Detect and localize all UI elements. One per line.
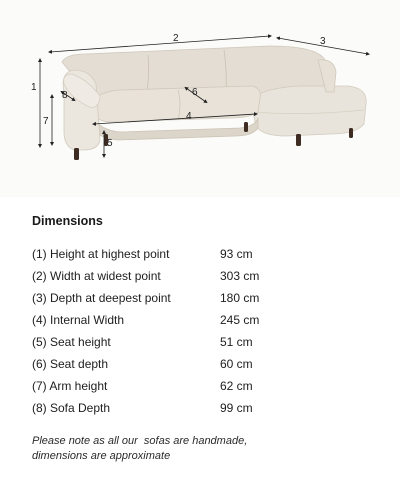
dimension-value: 245 cm: [220, 313, 260, 327]
callout-6: 6: [192, 87, 198, 98]
dimension-label: (3) Depth at deepest point: [32, 291, 171, 305]
callout-1: 1: [31, 82, 37, 93]
dimensions-list: [32, 243, 292, 419]
callout-2: 2: [173, 33, 179, 44]
dimension-row: [32, 287, 292, 309]
disclaimer-line-2: dimensions are approximate: [32, 450, 171, 462]
dimension-label: (4) Internal Width: [32, 313, 125, 327]
dimension-value: 99 cm: [220, 401, 253, 415]
disclaimer-line-1: Please note as all our sofas are handmade,: [32, 435, 248, 447]
dimension-label: (2) Width at widest point: [32, 269, 161, 283]
handmade-disclaimer: [32, 434, 362, 464]
callout-5: 5: [107, 138, 113, 149]
dimensions-heading: Dimensions: [32, 214, 103, 228]
sofa-dimension-diagram: [0, 0, 400, 197]
dimension-value: 60 cm: [220, 357, 253, 371]
callout-8: 8: [62, 90, 68, 101]
dimension-label: (5) Seat height: [32, 335, 111, 349]
dimension-row: [32, 397, 292, 419]
callout-3: 3: [320, 36, 326, 47]
dimension-row: [32, 353, 292, 375]
dimension-row: [32, 265, 292, 287]
dimension-row: [32, 243, 292, 265]
dimension-label: (1) Height at highest point: [32, 247, 170, 261]
dimension-value: 303 cm: [220, 269, 260, 283]
sofa-illustration: [0, 0, 400, 197]
dimension-row: [32, 331, 292, 353]
dimension-value: 93 cm: [220, 247, 253, 261]
dimension-value: 51 cm: [220, 335, 253, 349]
dimension-value: 62 cm: [220, 379, 253, 393]
dimension-label: (7) Arm height: [32, 379, 108, 393]
callout-4: 4: [186, 111, 192, 122]
dimension-label: (8) Sofa Depth: [32, 401, 111, 415]
callout-7: 7: [43, 116, 49, 127]
dimension-row: [32, 309, 292, 331]
dimension-row: [32, 375, 292, 397]
dimension-label: (6) Seat depth: [32, 357, 109, 371]
dimension-value: 180 cm: [220, 291, 260, 305]
